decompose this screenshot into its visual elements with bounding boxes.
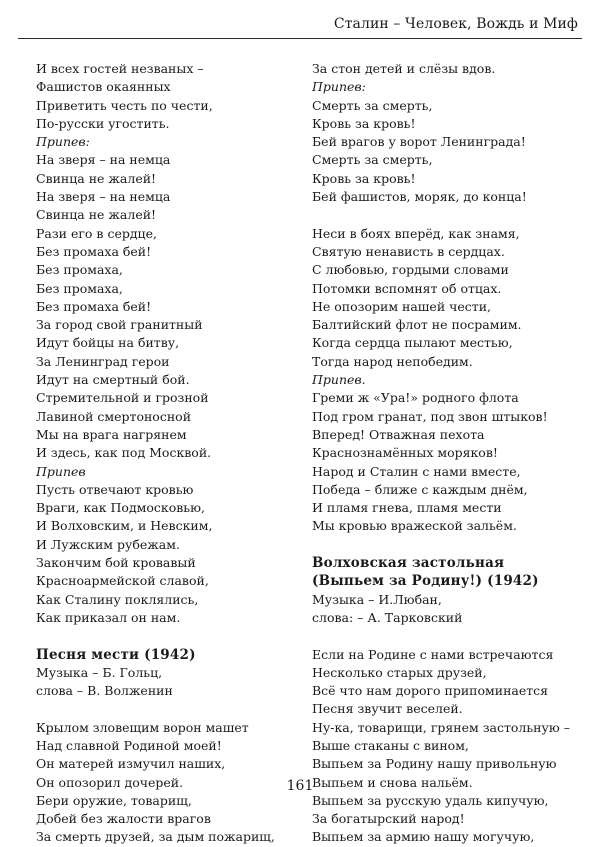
text-line: За богатырский народ! — [312, 811, 465, 827]
text-line: Не опозорим нашей чести, — [312, 298, 492, 314]
text-line: Если на Родине с нами встречаются — [312, 646, 554, 662]
text-line: Музыка – И.Любан, — [312, 591, 442, 607]
stanza-gap — [36, 700, 291, 718]
text-line: Песня звучит веселей. — [312, 701, 463, 717]
right-column — [312, 60, 582, 847]
song-title: Песня мести (1942) — [36, 646, 196, 663]
text-line: слова: – А. Тарковский — [312, 609, 463, 625]
text-line: Он опозорил дочерей. — [36, 774, 184, 790]
refrain-label: Припев — [36, 463, 86, 479]
text-line: Он матерей измучил наших, — [36, 756, 226, 772]
text-line: Выпьем за русскую удаль кипучую, — [312, 792, 549, 808]
text-line: По-русски угостить. — [36, 115, 170, 131]
stanza-gap — [36, 627, 291, 645]
song-title: Волховская застольная — [312, 555, 505, 572]
running-header — [18, 14, 582, 39]
text-line: Идут бойцы на битву, — [36, 335, 180, 351]
text-line: На зверя – на немца — [36, 189, 171, 205]
text-line: С любовью, гордыми словами — [312, 262, 509, 278]
text-line: И здесь, как под Москвой. — [36, 445, 212, 461]
text-line: Кровь за кровь! — [312, 115, 416, 131]
text-line: На зверя – на немца — [36, 152, 171, 168]
text-line: Как Сталину поклялись, — [36, 591, 199, 607]
text-line: За стон детей и слёзы вдов. — [312, 61, 496, 76]
text-line: Пусть отвечают кровью — [36, 481, 194, 497]
text-line: Без промаха, — [36, 280, 123, 296]
text-line: Фашистов окаянных — [36, 79, 171, 95]
text-line: Вперед! Отважная пехота — [312, 426, 485, 442]
text-line: И Лужским рубежам. — [36, 536, 180, 552]
text-line: Красноармейской славой, — [36, 573, 209, 589]
stanza-gap — [312, 206, 582, 224]
text-line: Под гром гранат, под звон штыков! — [312, 408, 548, 424]
text-line: Закончим бой кровавый — [36, 555, 196, 571]
page-number: 161 — [286, 778, 314, 794]
text-line: Свинца не жалей! — [36, 170, 157, 186]
text-line: Выпьем за армию нашу могучую, — [312, 829, 535, 845]
text-line: Бей врагов у ворот Ленинграда! — [312, 134, 526, 150]
refrain-label: Припев. — [312, 372, 366, 388]
text-line: Добей без жалости врагов — [36, 811, 211, 827]
text-line: Без промаха, — [36, 262, 123, 278]
text-line: Приветить честь по чести, — [36, 97, 213, 113]
text-line: За смерть друзей, за дым пожарищ, — [36, 829, 275, 845]
text-line: Святую ненависть в сердцах. — [312, 243, 505, 259]
header-title: Сталин – Человек, Вождь и Миф — [333, 16, 578, 32]
refrain-label: Припев: — [36, 134, 90, 150]
text-line: Когда сердца пылают местью, — [312, 335, 513, 351]
text-line: Без промаха бей! — [36, 243, 152, 259]
refrain-label: Припев: — [312, 79, 366, 95]
text-line: Как приказал он нам. — [36, 609, 181, 625]
text-line: Мы на врага нагрянем — [36, 426, 187, 442]
song-title: (Выпьем за Родину!) (1942) — [312, 573, 539, 590]
text-line: Потомки вспомнят об отцах. — [312, 280, 502, 296]
text-line: слова – В. Волженин — [36, 683, 173, 699]
text-line: Рази его в сердце, — [36, 225, 157, 241]
stanza-gap — [312, 627, 582, 645]
text-line: И Волховским, и Невским, — [36, 518, 213, 534]
text-line: Балтийский флот не посрамим. — [312, 317, 522, 333]
text-line: Тогда народ непобедим. — [312, 353, 473, 369]
text-line: Смерть за смерть, — [312, 152, 433, 168]
text-line: Народ и Сталин с нами вместе, — [312, 463, 521, 479]
text-line: Враги, как Подмосковью, — [36, 500, 205, 516]
text-line: Ну-ка, товарищи, грянем застольную – — [312, 719, 570, 735]
text-line: И пламя гнева, пламя мести — [312, 500, 502, 516]
left-column — [36, 60, 291, 847]
text-line: Выпьем за Родину нашу привольную — [312, 756, 557, 772]
text-line: Бери оружие, товарищ, — [36, 792, 192, 808]
text-line: Выше стаканы с вином, — [312, 737, 469, 753]
text-line: Без промаха бей! — [36, 298, 152, 314]
stanza-gap — [312, 536, 582, 554]
text-line: Музыка – Б. Гольц, — [36, 664, 163, 680]
text-line: Смерть за смерть, — [312, 97, 433, 113]
text-line: Победа – ближе с каждым днём, — [312, 481, 528, 497]
text-line: Крылом зловещим ворон машет — [36, 719, 249, 735]
text-line: За Ленинград герои — [36, 353, 170, 369]
text-line: Бей фашистов, моряк, до конца! — [312, 189, 527, 205]
text-line: Выпьем и снова нальём. — [312, 774, 473, 790]
text-line: Свинца не жалей! — [36, 207, 157, 223]
text-line: Неси в боях вперёд, как знамя, — [312, 225, 520, 241]
text-line: Мы кровью вражеской зальём. — [312, 518, 517, 534]
text-line: За город свой гранитный — [36, 317, 203, 333]
text-line: Несколько старых друзей, — [312, 664, 487, 680]
text-line: И всех гостей незваных – — [36, 61, 204, 76]
text-line: Кровь за кровь! — [312, 170, 416, 186]
text-line: Всё что нам дорого припоминается — [312, 683, 549, 699]
text-line: Краснознамённых моряков! — [312, 445, 498, 461]
text-line: Стремительной и грозной — [36, 390, 209, 406]
text-line: Над славной Родиной моей! — [36, 737, 222, 753]
text-line: Лавиной смертоносной — [36, 408, 192, 424]
text-line: Греми ж «Ура!» родного флота — [312, 390, 519, 406]
text-line: Идут на смертный бой. — [36, 372, 190, 388]
